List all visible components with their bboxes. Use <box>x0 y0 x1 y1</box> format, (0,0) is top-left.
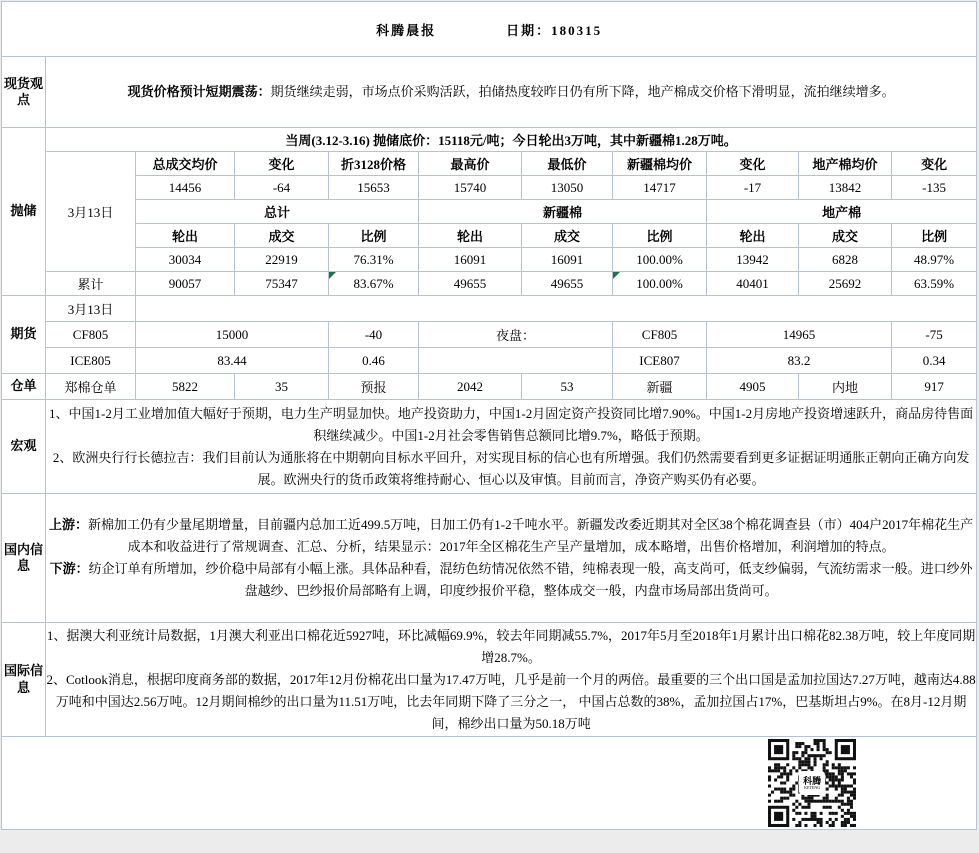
value-cell: 4905 <box>707 374 799 400</box>
international-item: 2、Cotlook消息，根据印度商务部的数据，2017年12月份棉花出口量为17.47万吨，几乎是前一个月的两倍。最重要的三个出口国是孟加拉国达7.27万吨，越南达4.88万吨和中国达2.56万吨。12月期间棉纱的出口量为11.51万吨，比去年同期下降了三分之一， 中国占总数的38%，孟加拉国占17%，巴基斯坦占9%。在8月-12月期间，棉纱出口量为50.18万吨 <box>46 671 976 731</box>
value-cell: 53 <box>522 374 613 400</box>
group-header-local: 地产棉 <box>707 200 977 224</box>
empty-cell <box>136 296 977 322</box>
value-cell: 13050 <box>522 176 613 200</box>
sub-header: 比例 <box>329 224 419 248</box>
spot-paragraph <box>46 57 977 128</box>
contract-price: 83.2 <box>707 348 892 374</box>
reserve-date-cell: 3月13日 <box>46 152 136 272</box>
section-label-macro: 宏观 <box>2 400 46 494</box>
night-session-label: 夜盘： <box>419 322 613 348</box>
col-header: 最低价 <box>522 152 613 176</box>
contract-price: 83.44 <box>136 348 329 374</box>
section-label-reserve: 抛储 <box>2 128 46 296</box>
value-cell: 30034 <box>136 248 235 272</box>
value-cell: 35 <box>235 374 329 400</box>
value-cell: 5822 <box>136 374 235 400</box>
value-cell: 75347 <box>235 272 329 296</box>
domestic-paragraphs <box>46 494 977 623</box>
report-table <box>1 1 977 830</box>
international-paragraphs <box>46 623 977 737</box>
forecast-label: 预报 <box>329 374 419 400</box>
contract-change: 0.46 <box>329 348 419 374</box>
section-label-futures: 期货 <box>2 296 46 374</box>
section-label-spot: 现货观点 <box>2 57 46 128</box>
reserve-note: 当周(3.12-3.16) 抛储底价：15118元/吨；今日轮出3万吨，其中新疆棉1.28万吨。 <box>46 128 977 152</box>
qr-center-logo <box>799 771 825 795</box>
sub-header: 比例 <box>613 224 707 248</box>
col-header: 变化 <box>707 152 799 176</box>
value-cell: 917 <box>892 374 977 400</box>
col-header: 总成交均价 <box>136 152 235 176</box>
value-cell: 25692 <box>799 272 892 296</box>
col-header: 最高价 <box>419 152 522 176</box>
value-cell-flagged: 100.00% <box>613 272 707 296</box>
contract-code: CF805 <box>613 322 707 348</box>
section-label-international: 国际信息 <box>2 623 46 737</box>
value-cell: -135 <box>892 176 977 200</box>
value-cell-flagged: 83.67% <box>329 272 419 296</box>
value-cell: -17 <box>707 176 799 200</box>
downstream-text: 纺企订单有所增加，纱价稳中局部有小幅上涨。具体品种看，混纺色纺情况依然不错，纯棉表现一般，高支尚可，低支纱偏弱，气流纺需求一般。进口纱外盘越纱、巴纱报价局部略有上调，印度纱报价平稳，整体成交一般，内盘市场局部出货尚可。 <box>88 561 973 598</box>
value-cell: 13842 <box>799 176 892 200</box>
value-cell: 49655 <box>419 272 522 296</box>
qr-logo-subtext: KETENG <box>804 784 821 790</box>
contract-code: ICE807 <box>613 348 707 374</box>
value-cell: 16091 <box>522 248 613 272</box>
col-header: 新疆棉均价 <box>613 152 707 176</box>
futures-date-cell: 3月13日 <box>46 296 136 322</box>
contract-change: 0.34 <box>892 348 977 374</box>
group-header-total: 总计 <box>136 200 419 224</box>
empty-cell <box>419 348 613 374</box>
value-cell: 6828 <box>799 248 892 272</box>
sub-header: 比例 <box>892 224 977 248</box>
value-cell: 16091 <box>419 248 522 272</box>
value-cell: 15740 <box>419 176 522 200</box>
report-header <box>2 2 977 57</box>
value-cell: 100.00% <box>613 248 707 272</box>
col-header: 地产棉均价 <box>799 152 892 176</box>
contract-code: CF805 <box>46 322 136 348</box>
value-cell: 49655 <box>522 272 613 296</box>
group-header-xinjiang: 新疆棉 <box>419 200 707 224</box>
contract-change: -75 <box>892 322 977 348</box>
cumulative-label: 累计 <box>46 272 136 296</box>
col-header: 变化 <box>235 152 329 176</box>
footer-row <box>2 737 977 830</box>
sub-header: 成交 <box>799 224 892 248</box>
macro-item: 1、中国1-2月工业增加值大幅好于预期，电力生产明显加快。地产投资助力，中国1-2月固定资产投资同比增7.90%。中国1-2月房地产投资增速跃升，商品房待售面积继续减少。中国1-2月社会零售销售总额同比增9.7%，略低于预期。 <box>49 405 974 443</box>
contract-price: 15000 <box>136 322 329 348</box>
region-label: 新疆 <box>613 374 707 400</box>
value-cell: 63.59% <box>892 272 977 296</box>
qr-code <box>766 739 858 827</box>
value-cell: 13942 <box>707 248 799 272</box>
report-date: 日期：180315 <box>506 22 603 38</box>
sub-header: 轮出 <box>419 224 522 248</box>
contract-code: ICE805 <box>46 348 136 374</box>
value-cell: 40401 <box>707 272 799 296</box>
value-cell: 48.97% <box>892 248 977 272</box>
macro-paragraphs <box>46 400 977 494</box>
sub-header: 轮出 <box>707 224 799 248</box>
section-label-warehouse: 仓单 <box>2 374 46 400</box>
value-cell: 15653 <box>329 176 419 200</box>
value-cell: 22919 <box>235 248 329 272</box>
section-label-domestic: 国内信息 <box>2 494 46 623</box>
value-cell: 2042 <box>419 374 522 400</box>
region-label: 内地 <box>799 374 892 400</box>
downstream-label: 下游： <box>49 561 89 576</box>
upstream-label: 上游： <box>49 517 89 532</box>
qr-logo-text: 科腾 <box>803 775 822 786</box>
sub-header: 成交 <box>235 224 329 248</box>
international-item: 1、据澳大利亚统计局数据，1月澳大利亚出口棉花近5927吨，环比减幅69.9%，较去年同期减55.7%，2017年5月至2018年1月累计出口棉花82.38万吨，较上年度同期增28.7%。 <box>46 627 976 665</box>
value-cell: 90057 <box>136 272 235 296</box>
sub-header: 成交 <box>522 224 613 248</box>
value-cell: -64 <box>235 176 329 200</box>
col-header: 折3128价格 <box>329 152 419 176</box>
value-cell: 14456 <box>136 176 235 200</box>
macro-item: 2、欧洲央行行长德拉吉：我们目前认为通胀将在中期朝向目标水平回升，对实现目标的信心也有所增强。我们仍然需要看到更多证据证明通胀正朝向正确方向发展。欧洲央行的货币政策将维持耐心、恒心以及审慎。目前而言，净资产购买仍有必要。 <box>52 449 970 487</box>
upstream-text: 新棉加工仍有少量尾期增量，目前疆内总加工近499.5万吨，日加工仍有1-2千吨水平。新疆发改委近期其对全区38个棉花调查县（市）404户2017年棉花生产成本和收益进行了常规调查、汇总、分析，结果显示：2017年全区棉花生产呈产量增加，成本略增，出售价格增加，利润增加的特点。 <box>88 517 974 554</box>
warehouse-name: 郑棉仓单 <box>46 374 136 400</box>
value-cell: 14717 <box>613 176 707 200</box>
spot-text: 期货继续走弱，市场点价采购活跃，拍储热度较昨日仍有所下降，地产棉成交价格下滑明显，流拍继续增多。 <box>270 84 895 99</box>
contract-price: 14965 <box>707 322 892 348</box>
spot-lead: 现货价格预计短期震荡： <box>127 84 271 99</box>
value-cell: 76.31% <box>329 248 419 272</box>
contract-change: -40 <box>329 322 419 348</box>
page-title: 科腾晨报 <box>376 22 437 38</box>
col-header: 变化 <box>892 152 977 176</box>
sub-header: 轮出 <box>136 224 235 248</box>
